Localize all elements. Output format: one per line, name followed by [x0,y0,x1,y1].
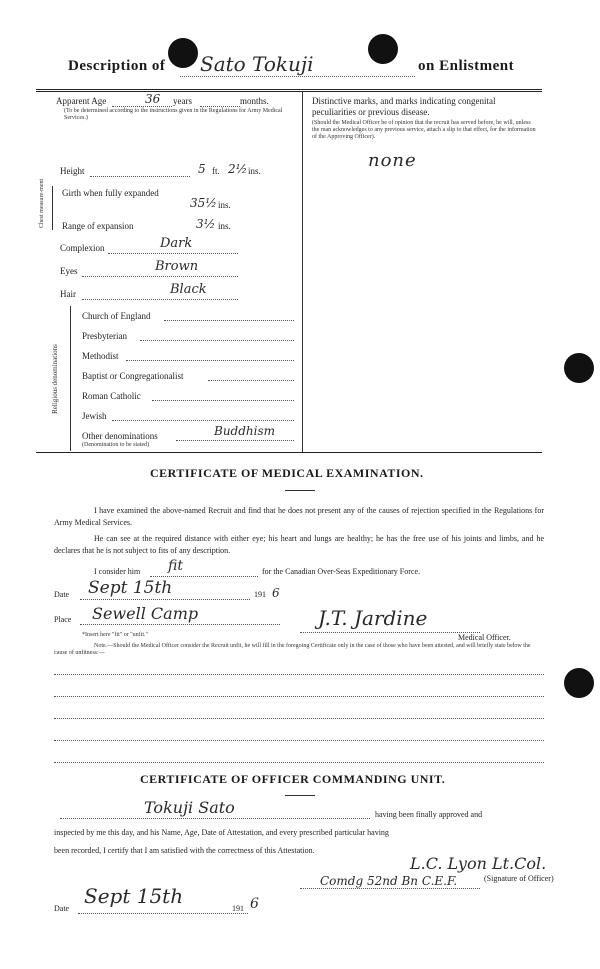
medical-note: Note.—Should the Medical Officer consider the Recruit unfit, he will fill in the foregoing Certificate only in the case of those who have been attested, and will briefly state below the cause of unfitness:— [54,643,531,656]
religion-brace [70,306,71,451]
months-label: months. [240,96,269,106]
unfit-line-5 [54,762,544,763]
marks-value: none [368,150,417,171]
recruit-name: Sato Tokuji [200,52,314,76]
officer-line1-suffix: having been finally approved and [375,810,483,819]
height-ft-value: 5 [198,162,206,176]
officer-year-prefix: 191 [232,904,244,913]
height-ins-value: 2½ [228,162,248,176]
officer-signature: L.C. Lyon Lt.Col. [410,854,547,873]
age-line [112,106,172,107]
religion-2: Presbyterian [82,331,127,341]
age-label: Apparent Age [56,96,107,106]
unfit-line-4 [54,740,544,741]
officer-signature-unit: Comdg 52nd Bn C.E.F. [320,874,458,888]
complexion-line [108,253,238,254]
complexion-value: Dark [160,236,193,251]
religion-line-1 [164,320,294,321]
religion-line-5 [152,400,294,401]
medical-officer-label: Medical Officer. [458,633,511,642]
unfit-line-2 [54,696,544,697]
girth-label: Girth when fully expanded [62,188,159,198]
religion-3: Methodist [82,351,119,361]
hair-line [82,299,238,300]
months-line [200,106,240,107]
religion-line-2 [140,340,294,341]
range-unit: ins. [218,221,231,231]
medical-date-line [80,599,250,600]
religion-1: Church of England [82,311,151,321]
other-denom-value: Buddhism [214,424,276,438]
officer-date-line [78,913,248,914]
place-line [80,624,280,625]
age-value: 36 [145,92,161,106]
name-line [180,76,415,77]
marks-note: (Should the Medical Officer be of opinion that the recruit has served before, he will, unless the man acknowledges to any previous service, attach a slip to that effect, for the information of the Approving Officer). [312,120,536,140]
officer-signature-line [300,888,480,889]
column-divider [302,91,303,453]
medical-title: CERTIFICATE OF MEDICAL EXAMINATION. [150,466,424,480]
height-ins-unit: ins. [248,166,261,176]
officer-title: CERTIFICATE OF OFFICER COMMANDING UNIT. [140,772,446,786]
religion-7: Other denominations [82,431,158,441]
range-value: 3½ [196,217,216,231]
box-bottom-rule [36,452,542,453]
religion-line-4 [208,380,294,381]
header-suffix: on Enlistment [418,58,515,74]
consider-suffix: for the Canadian Over-Seas Expeditionary Force. [262,567,421,576]
officer-year-suffix: 6 [250,896,259,912]
height-leader [90,176,190,177]
marks-label: Distinctive marks, and marks indicating congenital peculiarities or previous disease. [312,96,496,117]
medical-year-prefix: 191 [254,590,266,599]
unfit-line-3 [54,718,544,719]
complexion-label: Complexion [60,243,105,253]
officer-recruit-name: Tokuji Sato [144,798,235,817]
box-top-rule-2 [36,91,542,92]
officer-signature-label: (Signature of Officer) [484,874,554,883]
medical-signature-line [300,632,480,633]
religion-line-3 [126,360,294,361]
religion-line-6 [112,420,294,421]
eyes-line [82,276,238,277]
header-prefix: Description of [68,58,166,74]
place-value: Sewell Camp [92,604,199,623]
girth-unit: ins. [218,200,231,210]
box-top-rule [36,89,542,90]
consider-value: fit [168,558,183,574]
other-denom-note: (Denomination to be stated) [82,442,150,448]
eyes-label: Eyes [60,266,78,276]
officer-title-rule [285,795,315,796]
medical-year-suffix: 6 [272,586,280,600]
hair-label: Hair [60,289,76,299]
religion-label: Religious denominations [51,344,59,414]
medical-date-label: Date [54,590,70,599]
age-note: (To be determined according to the instructions given in the Regulations for Army Medical Services.) [64,108,283,121]
punch-hole [168,38,198,68]
height-ft-unit: ft. [212,166,220,176]
punch-hole [564,353,594,383]
medical-date-value: Sept 15th [88,578,173,598]
medical-title-rule [285,490,315,491]
officer-name-line [60,818,370,819]
officer-line-2: inspected by me this day, and his Name, Age, Date of Attestation, and every prescribed particular having [54,828,389,837]
officer-line-3: been recorded, I certify that I am satisfied with the correctness of this Attestation. [54,846,315,855]
medical-para-1: I have examined the above-named Recruit and find that he does not present any of the causes of rejection specified in the Regulations for Army Medical Services. [54,506,544,527]
religion-5: Roman Catholic [82,391,141,401]
chest-brace [52,186,53,230]
height-label: Height [60,166,85,176]
range-label: Range of expansion [62,221,134,231]
eyes-value: Brown [155,259,199,274]
punch-hole [564,668,594,698]
religion-4: Baptist or Congregationalist [82,371,184,381]
officer-date-value: Sept 15th [84,884,184,908]
consider-prefix: I consider him [94,567,141,576]
religion-6: Jewish [82,411,107,421]
officer-date-label: Date [54,904,70,913]
unfit-line-1 [54,674,544,675]
insert-note: *Insert here "fit" or "unfit." [82,632,148,638]
religion-line-7 [176,440,294,441]
chest-label: Chest measure-ment [39,178,45,228]
years-label: years [173,96,192,106]
medical-para-2: He can see at the required distance with either eye; his heart and lungs are healthy; he has the free use of his joints and limbs, and he declares that he is not subject to fits of any description. [54,534,544,555]
medical-signature: J.T. Jardine [318,606,428,630]
girth-value: 35½ [190,196,217,210]
consider-line [150,576,258,577]
place-label: Place [54,615,72,624]
hair-value: Black [170,282,207,297]
